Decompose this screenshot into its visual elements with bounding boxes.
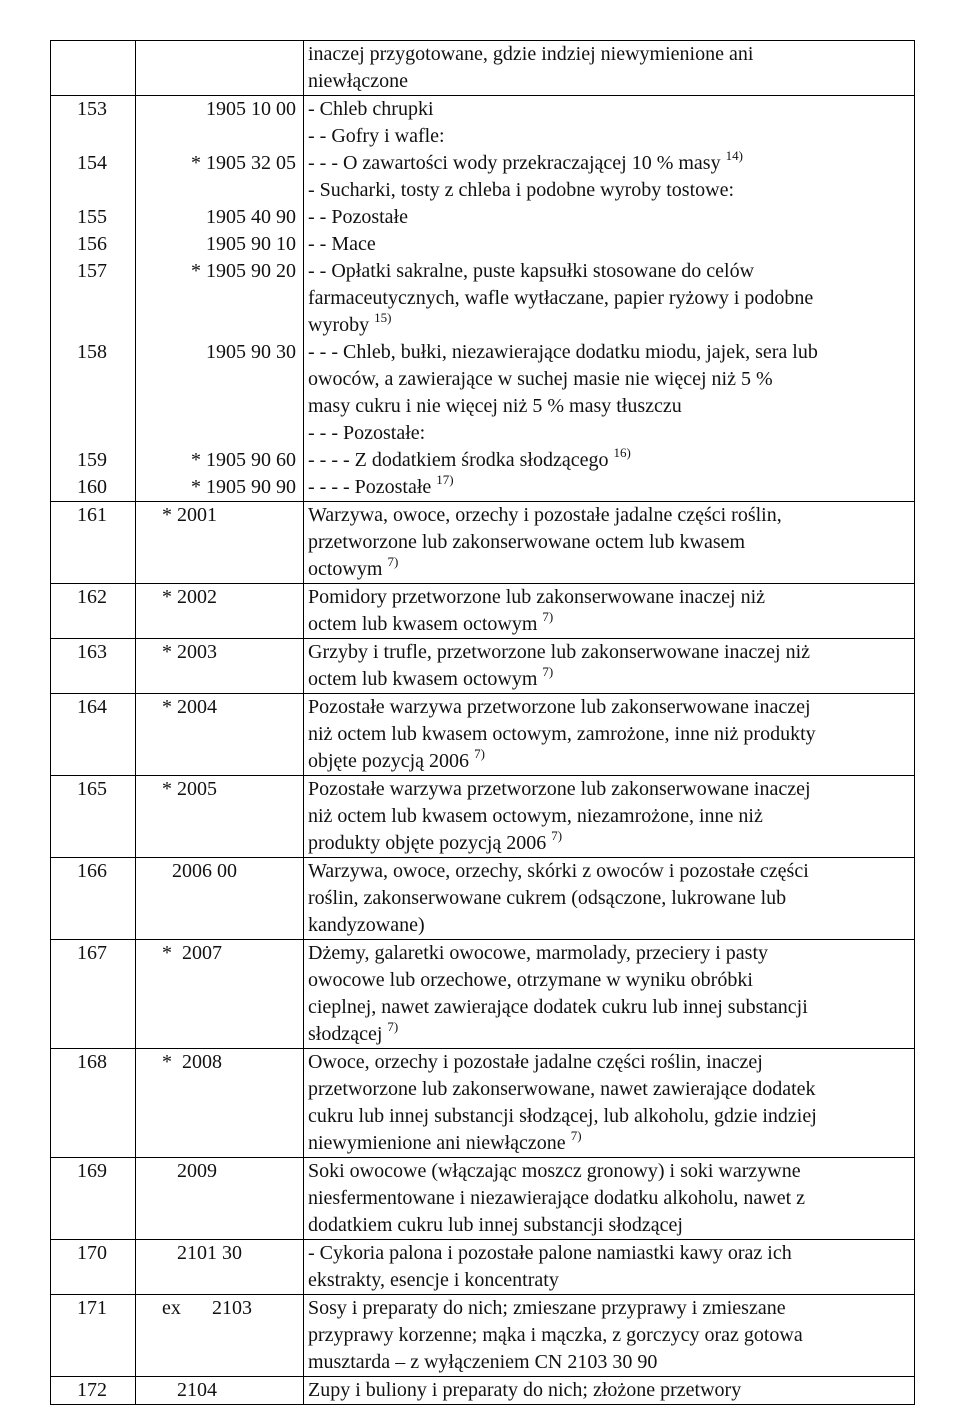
desc-text: produkty objęte pozycją 2006: [308, 832, 552, 854]
description-cell: [304, 639, 915, 694]
desc-text: cukru lub innej substancji słodzącej, lub alkoholu, gdzie indziej: [308, 1105, 817, 1127]
desc-text: Pomidory przetworzone lub zakonserwowane inaczej niż: [308, 586, 766, 608]
desc-text: niewymienione ani niewłączone: [308, 1132, 571, 1154]
desc-text: Owoce, orzechy i pozostałe jadalne części roślin, inaczej: [308, 1051, 763, 1073]
desc-line: [308, 803, 910, 830]
desc-text: roślin, zakonserwowane cukrem (odsączone, lukrowane lub: [308, 887, 787, 909]
row-number: 163: [77, 641, 107, 663]
desc-text: - - Pozostałe: [308, 206, 408, 228]
empty-code-cell: [136, 41, 304, 96]
desc-line: [308, 1021, 910, 1048]
desc-text: masy cukru i nie więcej niż 5 % masy tłuszczu: [308, 395, 682, 417]
cn-code: * 2001: [162, 504, 217, 526]
table-row: [51, 639, 915, 694]
desc-line: [308, 1349, 910, 1376]
row-number: 164: [77, 696, 107, 718]
footnote-sup: [613, 445, 630, 460]
desc-text: Grzyby i trufle, przetworzone lub zakonserwowane inaczej niż: [308, 641, 811, 663]
row-number: 158: [77, 341, 107, 363]
footnote-ref: 17): [436, 472, 454, 488]
row-number-cell: [51, 858, 136, 940]
desc-text: owocowe lub orzechowe, otrzymane w wyniku obróbki: [308, 969, 753, 991]
description-cell: [304, 858, 915, 940]
continuation-desc: [304, 41, 915, 96]
desc-text: octem lub kwasem octowym: [308, 668, 543, 690]
table-row: [51, 584, 915, 639]
description-cell: [304, 1049, 915, 1158]
desc-line: [308, 1049, 910, 1076]
cn-code-cell: [136, 1377, 304, 1405]
desc-line: [308, 858, 910, 885]
cn-code: [140, 123, 296, 150]
row-number: 153: [77, 98, 107, 120]
table-row: [51, 694, 915, 776]
desc-line: [308, 1158, 910, 1185]
cn-code: 2103: [212, 1297, 252, 1319]
block-num-cell: [51, 96, 136, 502]
desc-text: ekstrakty, esencje i koncentraty: [308, 1269, 559, 1291]
cn-code: * 2003: [162, 641, 217, 663]
desc-line: [308, 556, 910, 583]
description-cell: [304, 584, 915, 639]
desc-text: dodatkiem cukru lub innej substancji słodzącej: [308, 1214, 683, 1236]
description-cell: [304, 940, 915, 1049]
row-number-cell: [51, 1158, 136, 1240]
desc-line: [308, 204, 910, 231]
desc-line: [308, 393, 910, 420]
desc-line: [308, 639, 910, 666]
desc-line: [308, 940, 910, 967]
desc-line: [308, 1185, 910, 1212]
tariff-table-document: [50, 40, 914, 1405]
desc-line: [308, 1377, 910, 1404]
cn-code: [140, 312, 296, 339]
description-cell: [304, 1240, 915, 1295]
footnote-ref: 14): [725, 148, 743, 164]
footnote-sup: [387, 1019, 398, 1034]
cn-code: 2006 00: [162, 860, 237, 882]
desc-text: Zupy i buliony i preparaty do nich; złożone przetwory: [308, 1379, 742, 1401]
row-number: 159: [77, 449, 107, 471]
desc-line: [308, 830, 910, 857]
row-number-cell: [51, 584, 136, 639]
row-number-cell: [51, 940, 136, 1049]
cn-code: [140, 393, 296, 420]
row-number-cell: [51, 1377, 136, 1405]
desc-line: [308, 366, 910, 393]
footnote-sup: [542, 609, 553, 624]
cn-code: * 2002: [162, 586, 217, 608]
cn-code: * 1905 90 90: [191, 476, 296, 498]
tariff-table: [50, 40, 915, 1405]
footnote-sup: [474, 746, 485, 761]
cn-code: 2104: [162, 1379, 217, 1401]
desc-line: [308, 694, 910, 721]
description-cell: [304, 1158, 915, 1240]
desc-line: [308, 1212, 910, 1239]
block-desc-cell: [304, 96, 915, 502]
cn-code-cell: [136, 940, 304, 1049]
cn-code-cell: [136, 858, 304, 940]
desc-text: - Chleb chrupki: [308, 98, 434, 120]
desc-line: inaczej przygotowane, gdzie indziej niewymienione ani: [308, 43, 754, 65]
desc-text: - Sucharki, tosty z chleba i podobne wyroby tostowe:: [308, 179, 735, 201]
footnote-ref: 7): [387, 1019, 399, 1035]
desc-line: [308, 312, 910, 339]
cn-code: 1905 90 10: [206, 233, 296, 255]
desc-text: Sosy i preparaty do nich; zmieszane przyprawy i zmieszane: [308, 1297, 786, 1319]
desc-line: [308, 967, 910, 994]
desc-line: [308, 1103, 910, 1130]
footnote-sup: [542, 664, 553, 679]
table-row: [51, 502, 915, 584]
desc-text: cieplnej, nawet zawierające dodatek cukru lub innej substancji: [308, 996, 808, 1018]
desc-text: Warzywa, owoce, orzechy i pozostałe jadalne części roślin,: [308, 504, 782, 526]
row-number: 156: [77, 233, 107, 255]
cn-code: [140, 285, 296, 312]
desc-line: [308, 721, 910, 748]
desc-text: - - Mace: [308, 233, 376, 255]
footnote-ref: 7): [387, 554, 399, 570]
desc-text: - - Gofry i wafle:: [308, 125, 445, 147]
desc-line: [308, 584, 910, 611]
empty-num-cell: [51, 41, 136, 96]
footnote-sup: [571, 1128, 582, 1143]
desc-line: [308, 339, 910, 366]
desc-text: przyprawy korzenne; mąka i mączka, z gorczycy oraz gotowa: [308, 1324, 803, 1346]
desc-line: [308, 1240, 910, 1267]
table-row: [51, 1158, 915, 1240]
row-number: [77, 177, 131, 204]
cn-code: * 1905 90 20: [191, 260, 296, 282]
desc-text: - - - O zawartości wody przekraczającej 10 % masy: [308, 152, 726, 174]
desc-text: wyroby: [308, 314, 375, 336]
table-row: [51, 1295, 915, 1377]
desc-line: [308, 502, 910, 529]
desc-line: [308, 994, 910, 1021]
desc-line: [308, 1295, 910, 1322]
footnote-ref: 16): [613, 445, 631, 461]
desc-text: Pozostałe warzywa przetworzone lub zakonserwowane inaczej: [308, 696, 811, 718]
desc-text: niesfermentowane i niezawierające dodatku alkoholu, nawet z: [308, 1187, 806, 1209]
row-number: 157: [77, 260, 107, 282]
description-cell: [304, 1295, 915, 1377]
desc-line: [308, 177, 910, 204]
desc-text: przetworzone lub zakonserwowane, nawet zawierające dodatek: [308, 1078, 816, 1100]
desc-text: objęte pozycją 2006: [308, 750, 475, 772]
cn-code: * 2005: [162, 778, 217, 800]
desc-line: [308, 666, 910, 693]
cn-code-cell: [136, 1049, 304, 1158]
desc-text: owoców, a zawierające w suchej masie nie więcej niż 5 %: [308, 368, 773, 390]
desc-text: - - - - Z dodatkiem środka słodzącego: [308, 449, 614, 471]
desc-line: [308, 258, 910, 285]
table-row: [51, 940, 915, 1049]
desc-line: [308, 912, 910, 939]
description-cell: [304, 776, 915, 858]
table-row: [51, 776, 915, 858]
desc-line: [308, 885, 910, 912]
cn-code: 1905 90 30: [206, 341, 296, 363]
footnote-sup: [387, 554, 398, 569]
table-row: [51, 1049, 915, 1158]
cn-code: * 2008: [162, 1051, 222, 1073]
desc-line: [308, 1076, 910, 1103]
row-number-cell: [51, 1295, 136, 1377]
row-number: 172: [77, 1379, 107, 1401]
row-number-cell: [51, 639, 136, 694]
desc-line: [308, 447, 910, 474]
desc-line: niewłączone: [308, 70, 408, 92]
cn-code-cell: [136, 584, 304, 639]
desc-line: [308, 776, 910, 803]
row-number: 168: [77, 1051, 107, 1073]
desc-line: [308, 150, 910, 177]
cn-code-cell: [136, 694, 304, 776]
row-number: 171: [77, 1297, 107, 1319]
table-row: [51, 858, 915, 940]
cn-code-cell: [136, 1158, 304, 1240]
footnote-ref: 7): [474, 746, 485, 762]
row-number-cell: [51, 694, 136, 776]
block-code-cell: [136, 96, 304, 502]
footnote-sup: [726, 148, 743, 163]
row-number: [77, 420, 131, 447]
cn-code: * 1905 90 60: [191, 449, 296, 471]
desc-text: Pozostałe warzywa przetworzone lub zakonserwowane inaczej: [308, 778, 811, 800]
desc-line: [308, 285, 910, 312]
desc-line: [308, 96, 910, 123]
desc-line: [308, 611, 910, 638]
desc-line: [308, 474, 910, 501]
cn-code-cell: [136, 1295, 304, 1377]
desc-text: octowym: [308, 558, 388, 580]
cn-code-cell: [136, 776, 304, 858]
desc-text: Soki owocowe (włączając moszcz gronowy) i soki warzywne: [308, 1160, 801, 1182]
cn-code: 1905 10 00: [206, 98, 296, 120]
cn-code: [140, 420, 296, 447]
heading-1905-block: [51, 96, 915, 502]
description-cell: [304, 502, 915, 584]
row-number-cell: [51, 502, 136, 584]
footnote-sup: [374, 310, 391, 325]
footnote-sup: [436, 472, 453, 487]
row-number: 154: [77, 152, 107, 174]
cn-code: * 2004: [162, 696, 217, 718]
desc-text: - - - Chleb, bułki, niezawierające dodatku miodu, jajek, sera lub: [308, 341, 818, 363]
cn-code: 2009: [162, 1160, 217, 1182]
footnote-ref: 7): [551, 828, 563, 844]
row-number-cell: [51, 1240, 136, 1295]
row-number: [77, 123, 131, 150]
desc-text: niż octem lub kwasem octowym, niezamrożone, inne niż: [308, 805, 763, 827]
row-number: [77, 366, 131, 393]
row-number: 165: [77, 778, 107, 800]
footnote-ref: 15): [374, 310, 392, 326]
desc-text: Warzywa, owoce, orzechy, skórki z owoców i pozostałe części: [308, 860, 809, 882]
cn-code: 1905 40 90: [206, 206, 296, 228]
row-number: 170: [77, 1242, 107, 1264]
desc-text: - - Opłatki sakralne, puste kapsułki stosowane do celów: [308, 260, 755, 282]
desc-text: słodzącej: [308, 1023, 388, 1045]
desc-line: [308, 1322, 910, 1349]
cn-code: [140, 177, 296, 204]
row-number: 167: [77, 942, 107, 964]
continuation-row: [51, 41, 915, 96]
footnote-ref: 7): [542, 609, 554, 625]
row-number: 162: [77, 586, 107, 608]
desc-text: przetworzone lub zakonserwowane octem lub kwasem: [308, 531, 746, 553]
row-number: [77, 312, 131, 339]
cn-code: [140, 366, 296, 393]
desc-text: musztarda – z wyłączeniem CN 2103 30 90: [308, 1351, 658, 1373]
cn-code: * 1905 32 05: [191, 152, 296, 174]
cn-code-cell: [136, 1240, 304, 1295]
row-number: [77, 285, 131, 312]
desc-text: farmaceutycznych, wafle wytłaczane, papier ryżowy i podobne: [308, 287, 814, 309]
cn-code: * 2007: [162, 942, 222, 964]
desc-line: [308, 529, 910, 556]
desc-line: [308, 748, 910, 775]
row-number-cell: [51, 776, 136, 858]
desc-text: Dżemy, galaretki owocowe, marmolady, przeciery i pasty: [308, 942, 768, 964]
row-number: 155: [77, 206, 107, 228]
description-cell: [304, 1377, 915, 1405]
cn-code-cell: [136, 639, 304, 694]
desc-text: niż octem lub kwasem octowym, zamrożone, inne niż produkty: [308, 723, 816, 745]
footnote-ref: 7): [570, 1128, 582, 1144]
desc-line: [308, 123, 910, 150]
desc-text: - Cykoria palona i pozostałe palone namiastki kawy oraz ich: [308, 1242, 792, 1264]
desc-line: [308, 1267, 910, 1294]
row-number: 161: [77, 504, 107, 526]
row-number: 160: [77, 476, 107, 498]
description-cell: [304, 694, 915, 776]
row-number-cell: [51, 1049, 136, 1158]
row-number: 166: [77, 860, 107, 882]
row-number: 169: [77, 1160, 107, 1182]
table-row: [51, 1377, 915, 1405]
desc-text: - - - - Pozostałe: [308, 476, 437, 498]
row-number: [77, 393, 131, 420]
desc-text: octem lub kwasem octowym: [308, 613, 543, 635]
desc-text: - - - Pozostałe:: [308, 422, 426, 444]
table-row: [51, 1240, 915, 1295]
cn-code-cell: [136, 502, 304, 584]
ex-marker: ex: [162, 1297, 181, 1319]
desc-line: [308, 231, 910, 258]
desc-line: [308, 1130, 910, 1157]
desc-line: [308, 420, 910, 447]
desc-text: kandyzowane): [308, 914, 425, 936]
footnote-sup: [551, 828, 562, 843]
footnote-ref: 7): [542, 664, 554, 680]
cn-code: 2101 30: [162, 1242, 242, 1264]
